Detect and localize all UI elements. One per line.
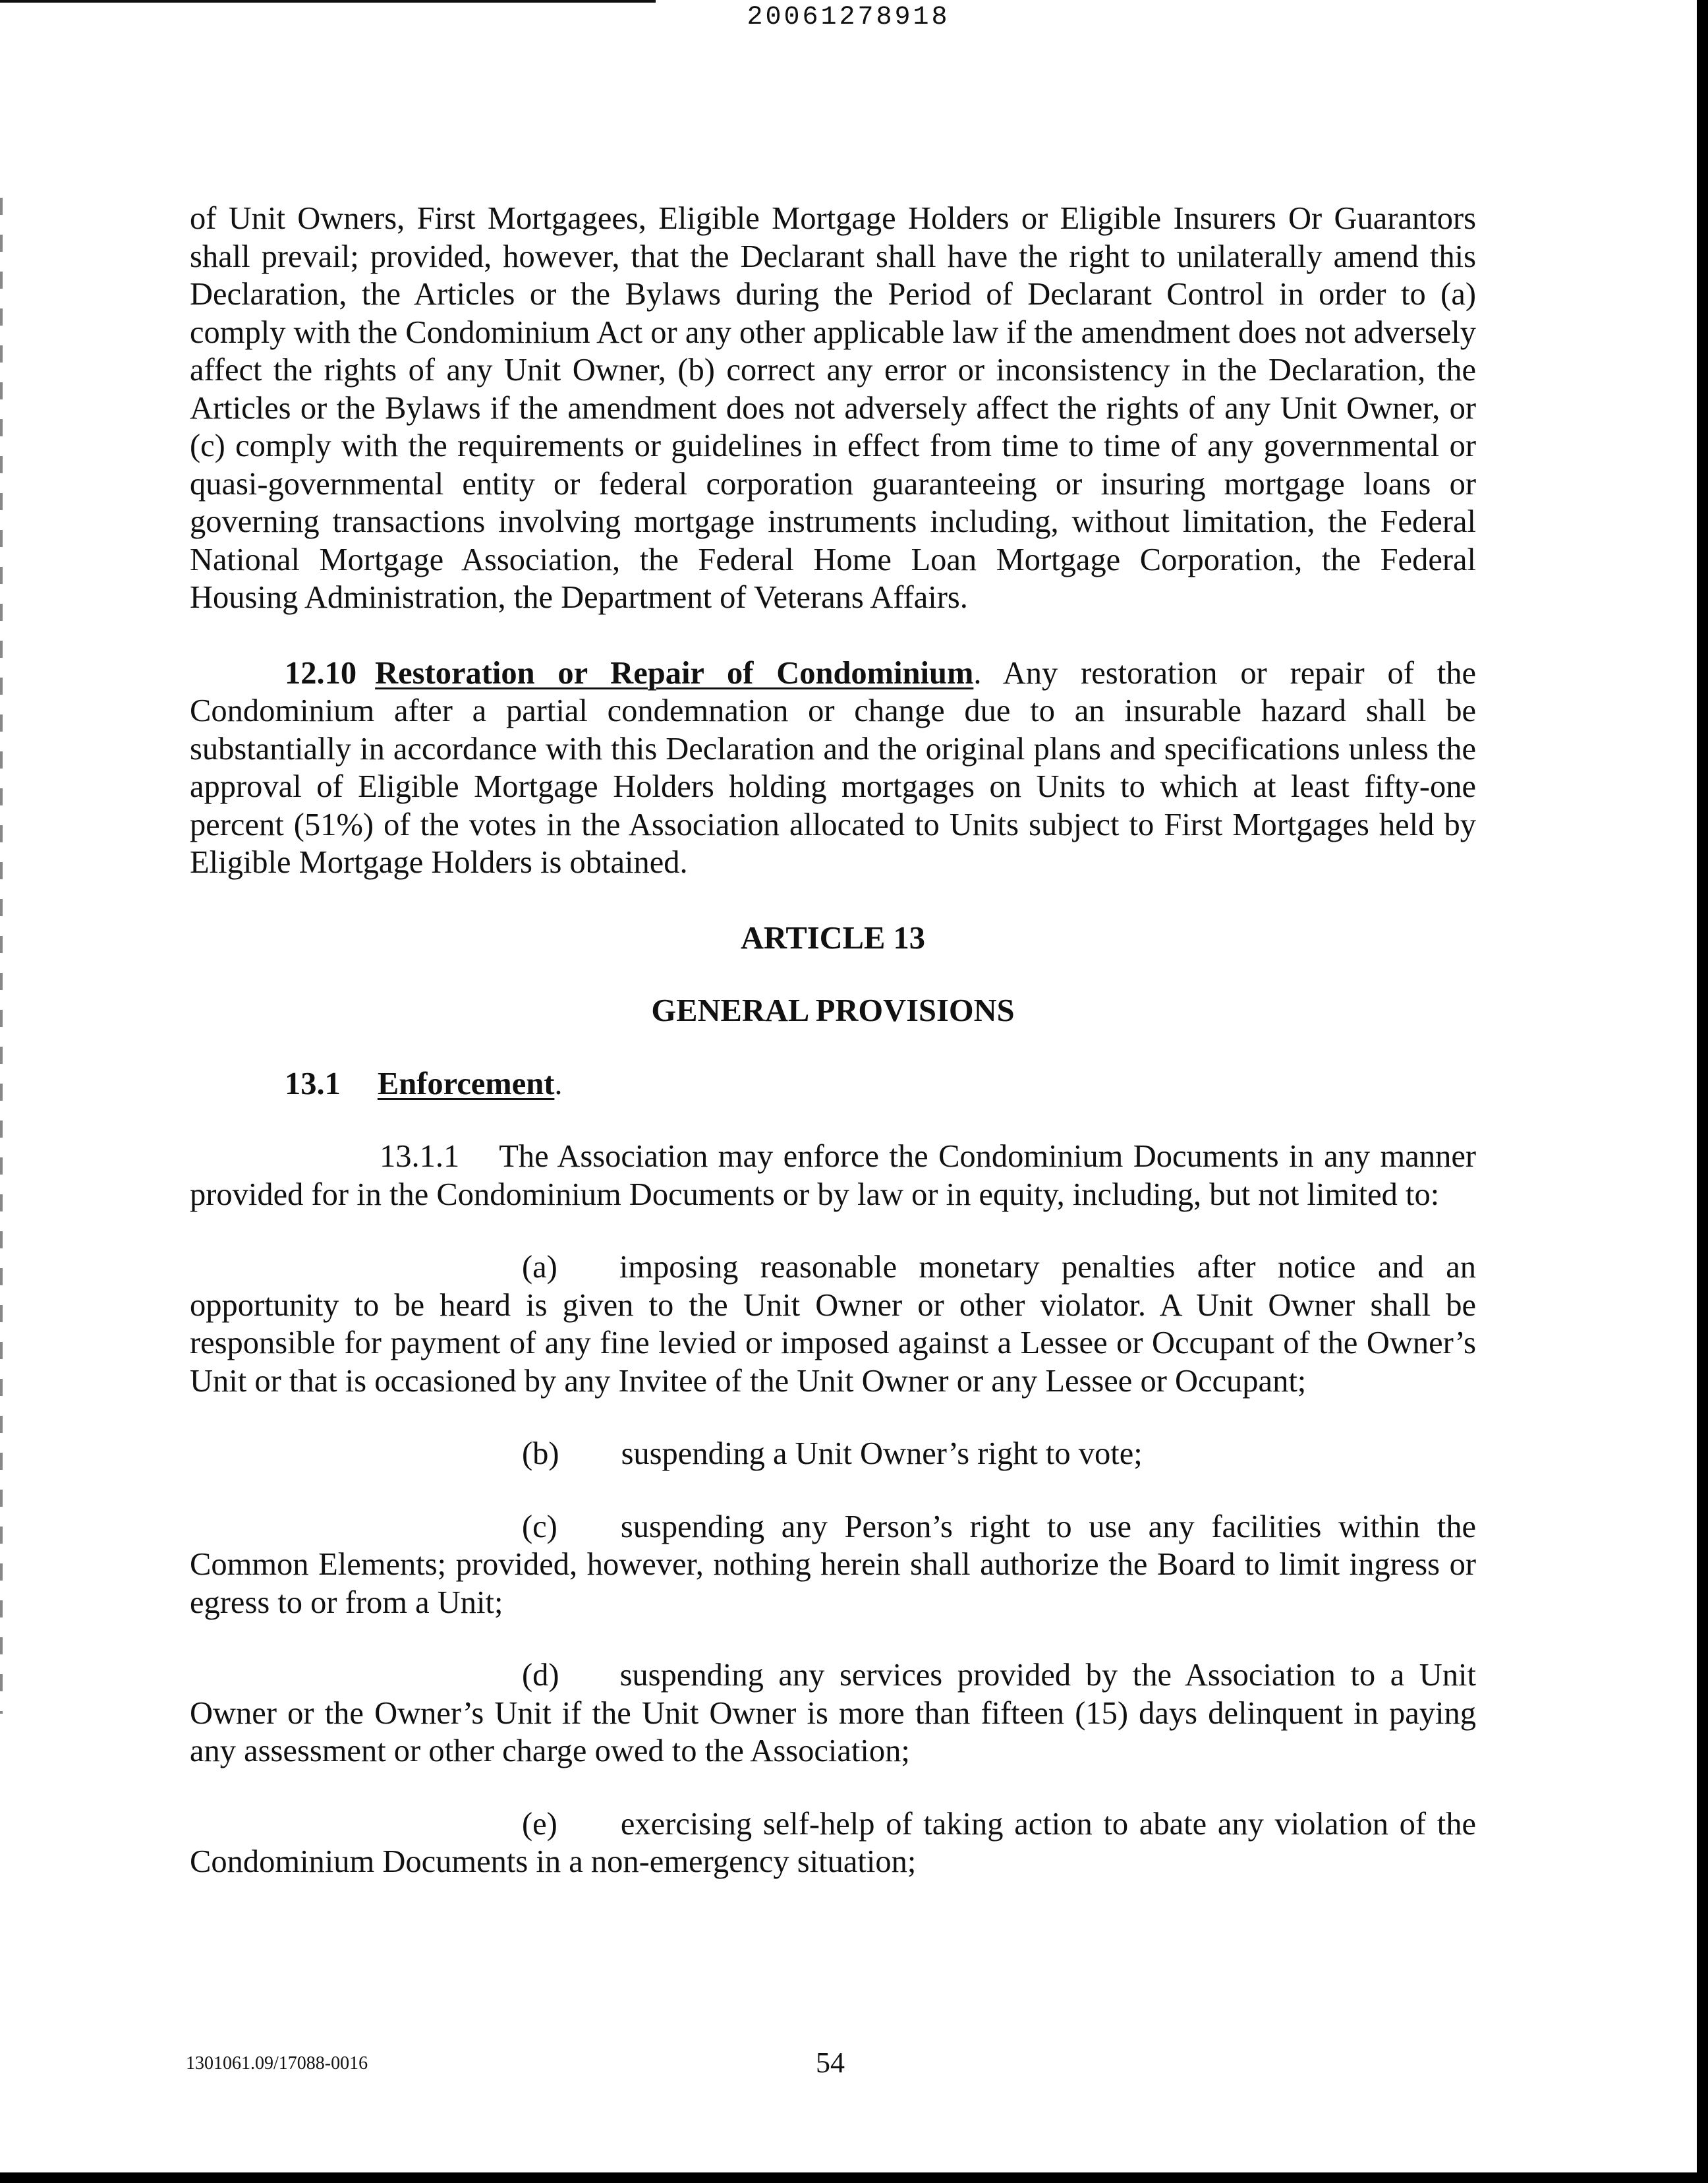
section-13-1: 13.1 Enforcement.	[285, 1066, 563, 1101]
paragraph-intro: of Unit Owners, First Mortgagees, Eligible Mortgage Holders or Eligible Insurers Or Guarantors shall prevail; provided, however, that the Declarant shall have the right to unilaterally amend this Declaration, the Articles or the Bylaws during the Period of Declarant Control in order to (a) comply with the Condominium Act or any other applicable law if the amendment does not adversely affect the rights of any Unit Owner, (b) correct any error or inconsistency in the Declaration, the Articles or the Bylaws if the amendment does not adversely affect the rights of any Unit Owner, or (c) comply with the requirements or guidelines in effect from time to time of any governmental or quasi-governmental entity or federal corporation guaranteeing or insuring mortgage loans or governing transactions involving mortgage instruments including, without limitation, the Federal National Mortgage Association, the Federal Home Loan Mortgage Corporation, the Federal Housing Administration, the Department of Veterans Affairs.	[190, 201, 1476, 615]
page-number: 54	[816, 2047, 845, 2079]
subsection-13-1-1	[190, 1138, 1476, 1213]
item-label: (c)	[522, 1509, 557, 1544]
scan-left-edge-marks	[0, 198, 3, 1714]
item-text: exercising self-help of taking action to abate any violation of the Condominium Documents in a non-emergency situation;	[190, 1806, 1476, 1879]
scan-right-border	[1697, 0, 1708, 2183]
subsection-13-1-1-body: The Association may enforce the Condominium Documents in any manner provided for in the Condominium Documents or by law or in equity, including, but not limited to:	[190, 1139, 1476, 1212]
article-heading: ARTICLE 13	[741, 920, 925, 956]
section-13-1-number: 13.1	[285, 1066, 341, 1101]
subsection-13-1-1-number: 13.1.1	[380, 1139, 460, 1174]
scan-bottom-border	[0, 2172, 1708, 2183]
section-12-10-body: Any restoration or repair of the Condominium after a partial condemnation or change due to an insurable hazard shall be substantially in accordance with this Declaration and the original plans and specifications unless the approval of Eligible Mortgage Holders holding mortgages on Units to which at least fifty-one percent (51%) of the votes in the Association allocated to Units subject to First Mortgages held by Eligible Mortgage Holders is obtained.	[190, 655, 1477, 880]
footer-document-id: 1301061.09/17088-0016	[186, 2053, 368, 2074]
list-item-c	[190, 1508, 1476, 1622]
item-label: (b)	[522, 1436, 559, 1471]
list-item-a	[190, 1248, 1476, 1400]
section-12-10-title: Restoration or Repair of Condominium	[375, 655, 974, 691]
section-12-10: 12.10 Restoration or Repair of Condominium. Any restoration or repair of the Condominium after a partial condemnation or change due to an insurable hazard shall be substantially in accordance with this Declaration and the original plans and specifications unless the approval of Eligible Mortgage Holders holding mortgages on Units to which at least fifty-one percent (51%) of the votes in the Association allocated to Units subject to First Mortgages held by Eligible Mortgage Holders is obtained.	[190, 655, 1477, 880]
item-label: (d)	[522, 1658, 559, 1693]
article-title: GENERAL PROVISIONS	[651, 993, 1015, 1028]
list-item-d	[190, 1656, 1476, 1770]
item-label: (a)	[522, 1250, 557, 1285]
section-13-1-title: Enforcement	[377, 1066, 555, 1101]
recording-stamp-number: 20061278918	[747, 3, 950, 32]
item-label: (e)	[522, 1806, 557, 1842]
section-12-10-number: 12.10	[285, 655, 357, 691]
list-item-b	[190, 1435, 1476, 1473]
item-text: imposing reasonable monetary penalties after notice and an opportunity to be heard is given to the Unit Owner or other violator. A Unit Owner shall be responsible for payment of any fine levied or imposed against a Lessee or Occupant of the Owner’s Unit or that is occasioned by any Invitee of the Unit Owner or any Lessee or Occupant;	[190, 1250, 1476, 1399]
item-text: suspending a Unit Owner’s right to vote;	[621, 1436, 1143, 1471]
list-item-e	[190, 1805, 1476, 1881]
page-body	[190, 200, 1476, 1881]
item-text: suspending any Person’s right to use any facilities within the Common Elements; provided, however, nothing herein shall authorize the Board to limit ingress or egress to or from a Unit;	[190, 1509, 1476, 1620]
item-text: suspending any services provided by the Association to a Unit Owner or the Owner’s Unit if the Unit Owner is more than fifteen (15) days delinquent in paying any assessment or other charge owed to the Association;	[190, 1658, 1476, 1768]
